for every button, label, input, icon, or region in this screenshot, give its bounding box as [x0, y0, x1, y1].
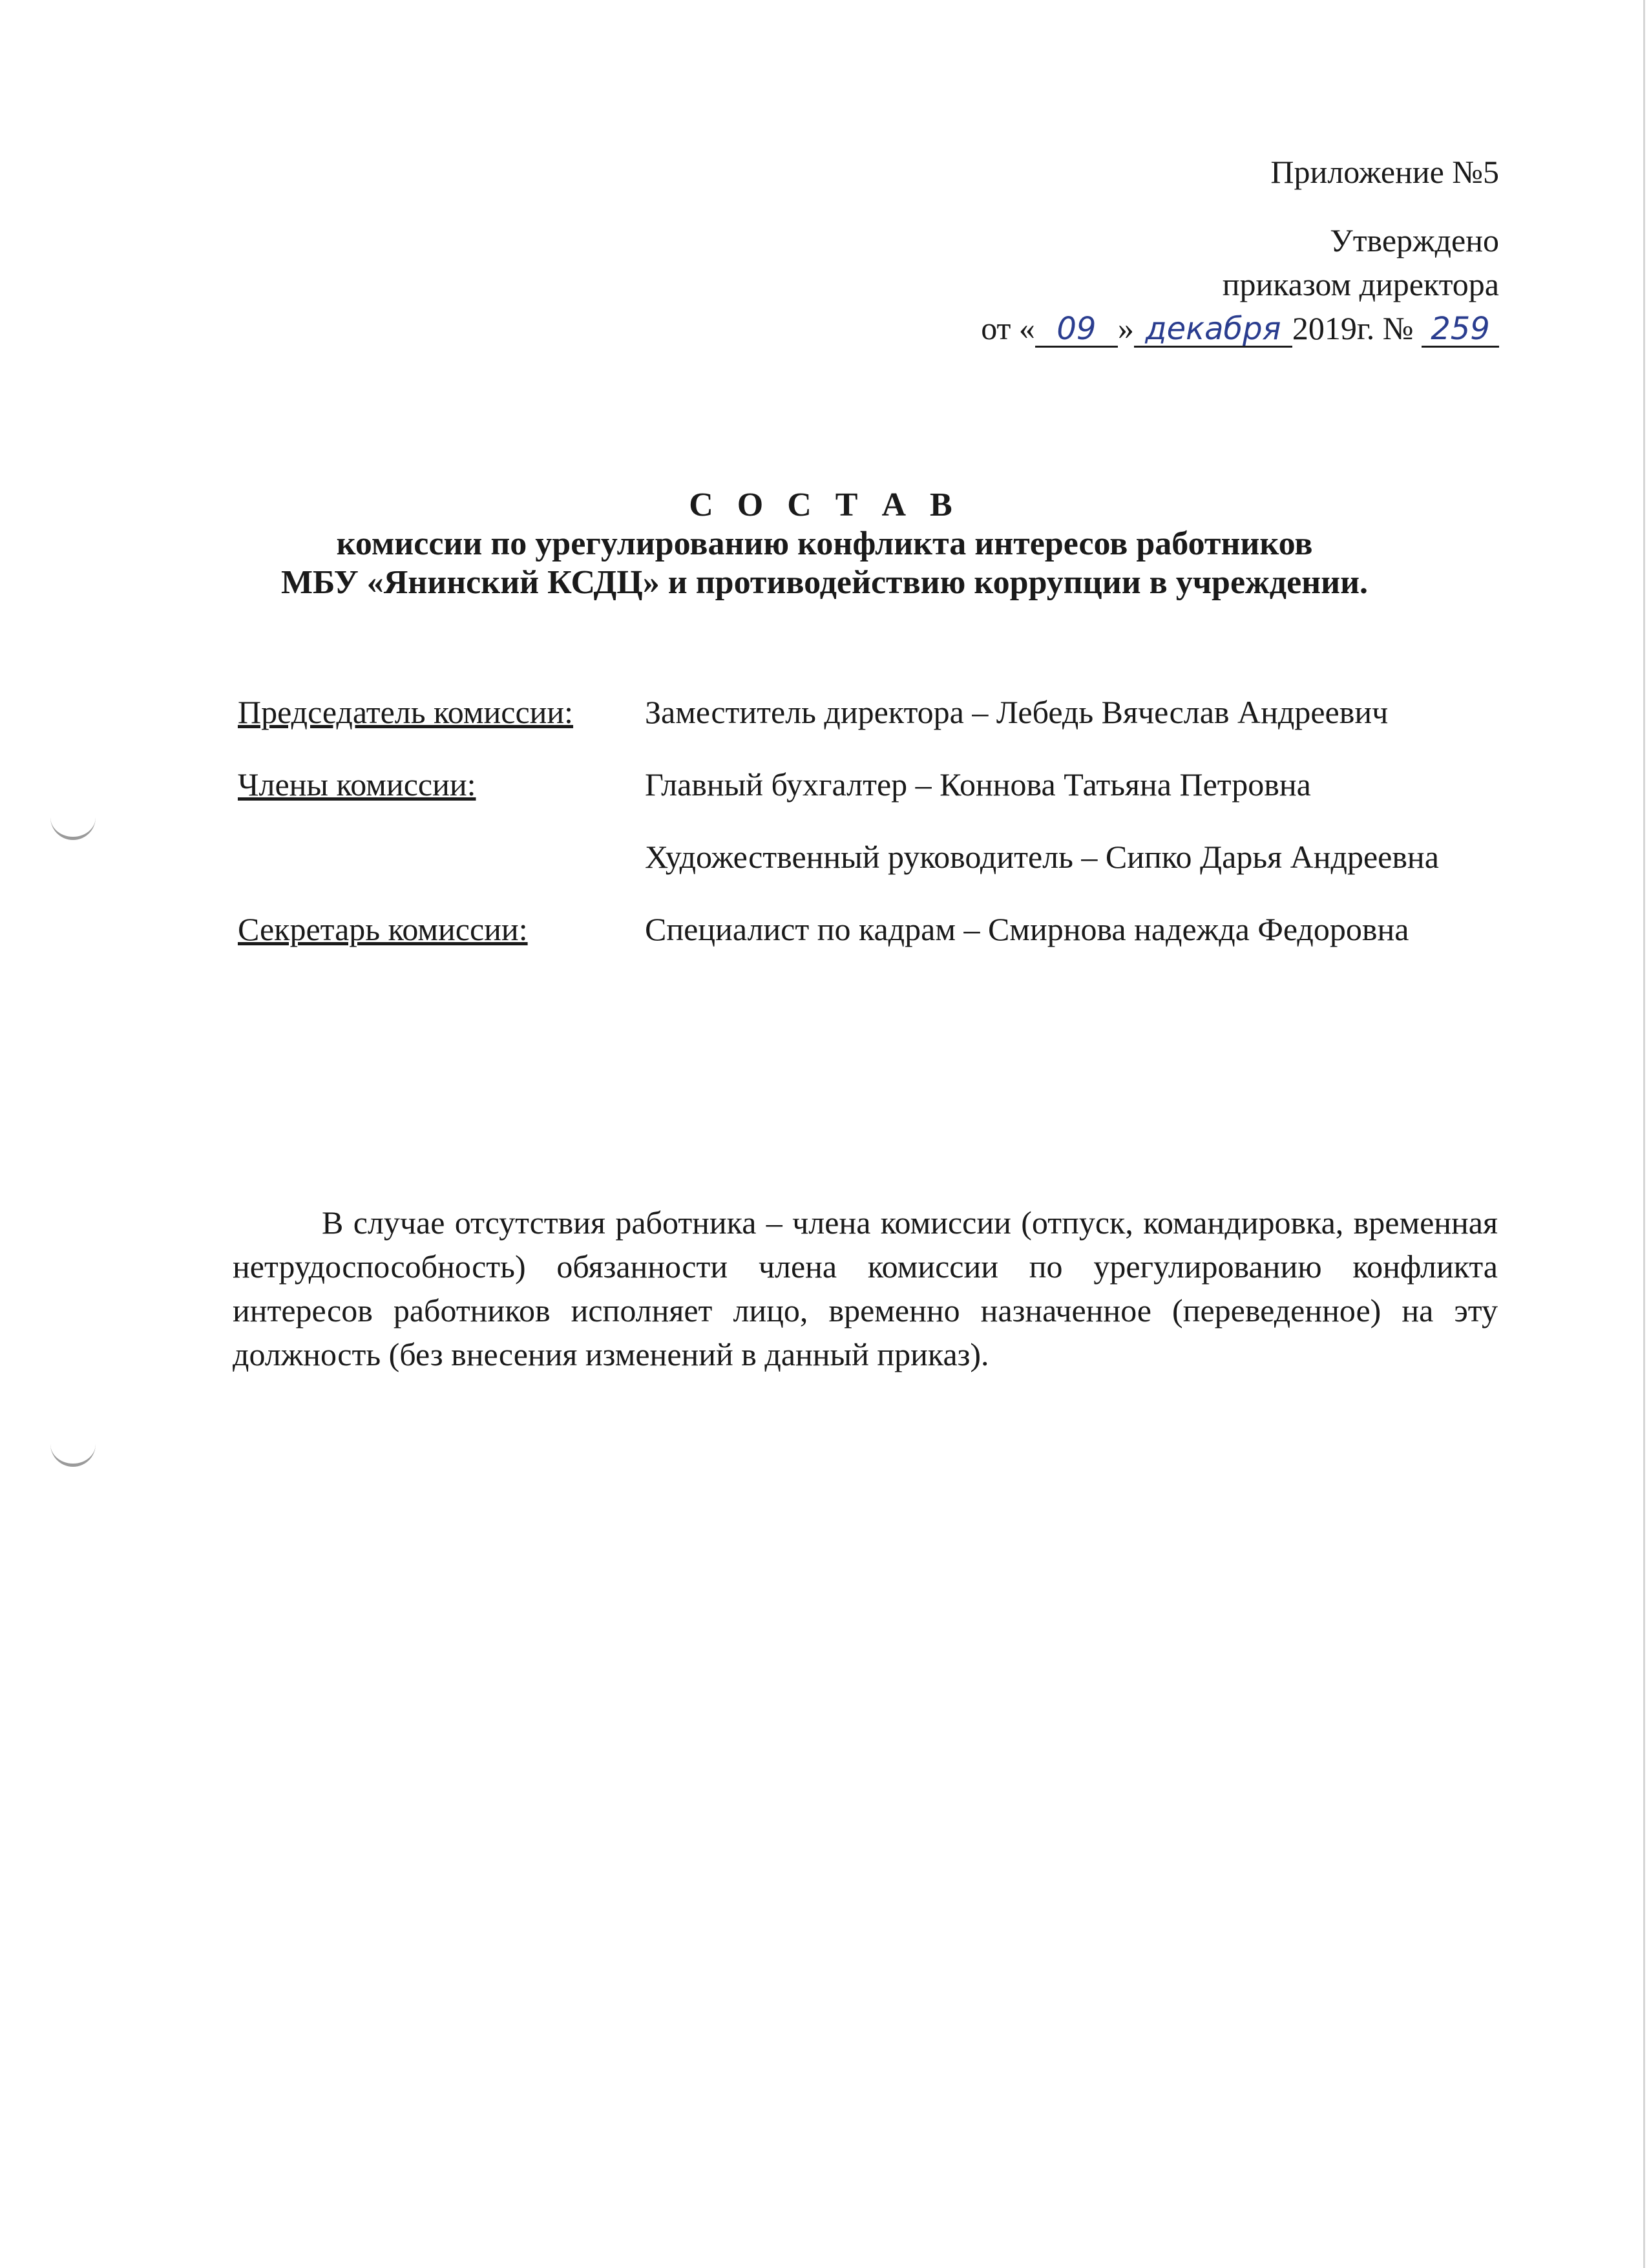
handwritten-month: декабря [1134, 312, 1292, 348]
secretary-row [238, 907, 1511, 951]
body-paragraph: В случае отсутствия работника – члена комиссии (отпуск, командировка, временная нетрудоспособность) обязанности члена комиссии по урегулированию конфликта интересов работников исполняет лицо, временно назначенное (переведенное) на эту должность (без внесения изменений в данный приказ). [233, 1204, 1498, 1372]
order-date-line [981, 306, 1499, 350]
commission-members-table [238, 690, 1511, 980]
members-row [238, 762, 1511, 879]
handwritten-order-number: 259 [1422, 312, 1499, 348]
punch-hole-mark [50, 804, 96, 840]
title-line-2: комиссии по урегулированию конфликта интересов работников [336, 525, 1313, 562]
secretary-person: Специалист по кадрам – Смирнова надежда Федоровна [645, 911, 1409, 947]
approval-block [981, 218, 1499, 350]
members-label: Члены комиссии: [238, 766, 476, 803]
document-title [0, 486, 1649, 602]
title-heading: С О С Т А В [689, 487, 960, 523]
punch-hole-mark [50, 1431, 96, 1467]
date-prefix: от « [981, 310, 1035, 346]
chair-person: Заместитель директора – Лебедь Вячеслав Андреевич [645, 694, 1389, 730]
date-mid: » [1117, 310, 1134, 346]
scan-edge-line [1643, 0, 1645, 2268]
approved-by-line: приказом директора [1222, 266, 1499, 302]
chair-label: Председатель комиссии: [238, 694, 574, 730]
handwritten-day: 09 [1035, 312, 1118, 348]
title-line-3: МБУ «Янинский КСДЦ» и противодействию коррупции в учреждении. [280, 564, 1369, 601]
secretary-label: Секретарь комиссии: [238, 911, 528, 947]
member-person: Главный бухгалтер – Коннова Татьяна Петровна [645, 766, 1311, 803]
chair-row [238, 690, 1511, 734]
appendix-label: Приложение №5 [1270, 154, 1499, 190]
approved-line: Утверждено [1330, 222, 1499, 258]
year-label: 2019г. № [1292, 310, 1414, 346]
member-person: Художественный руководитель – Сипко Дарья Андреевна [645, 839, 1439, 875]
